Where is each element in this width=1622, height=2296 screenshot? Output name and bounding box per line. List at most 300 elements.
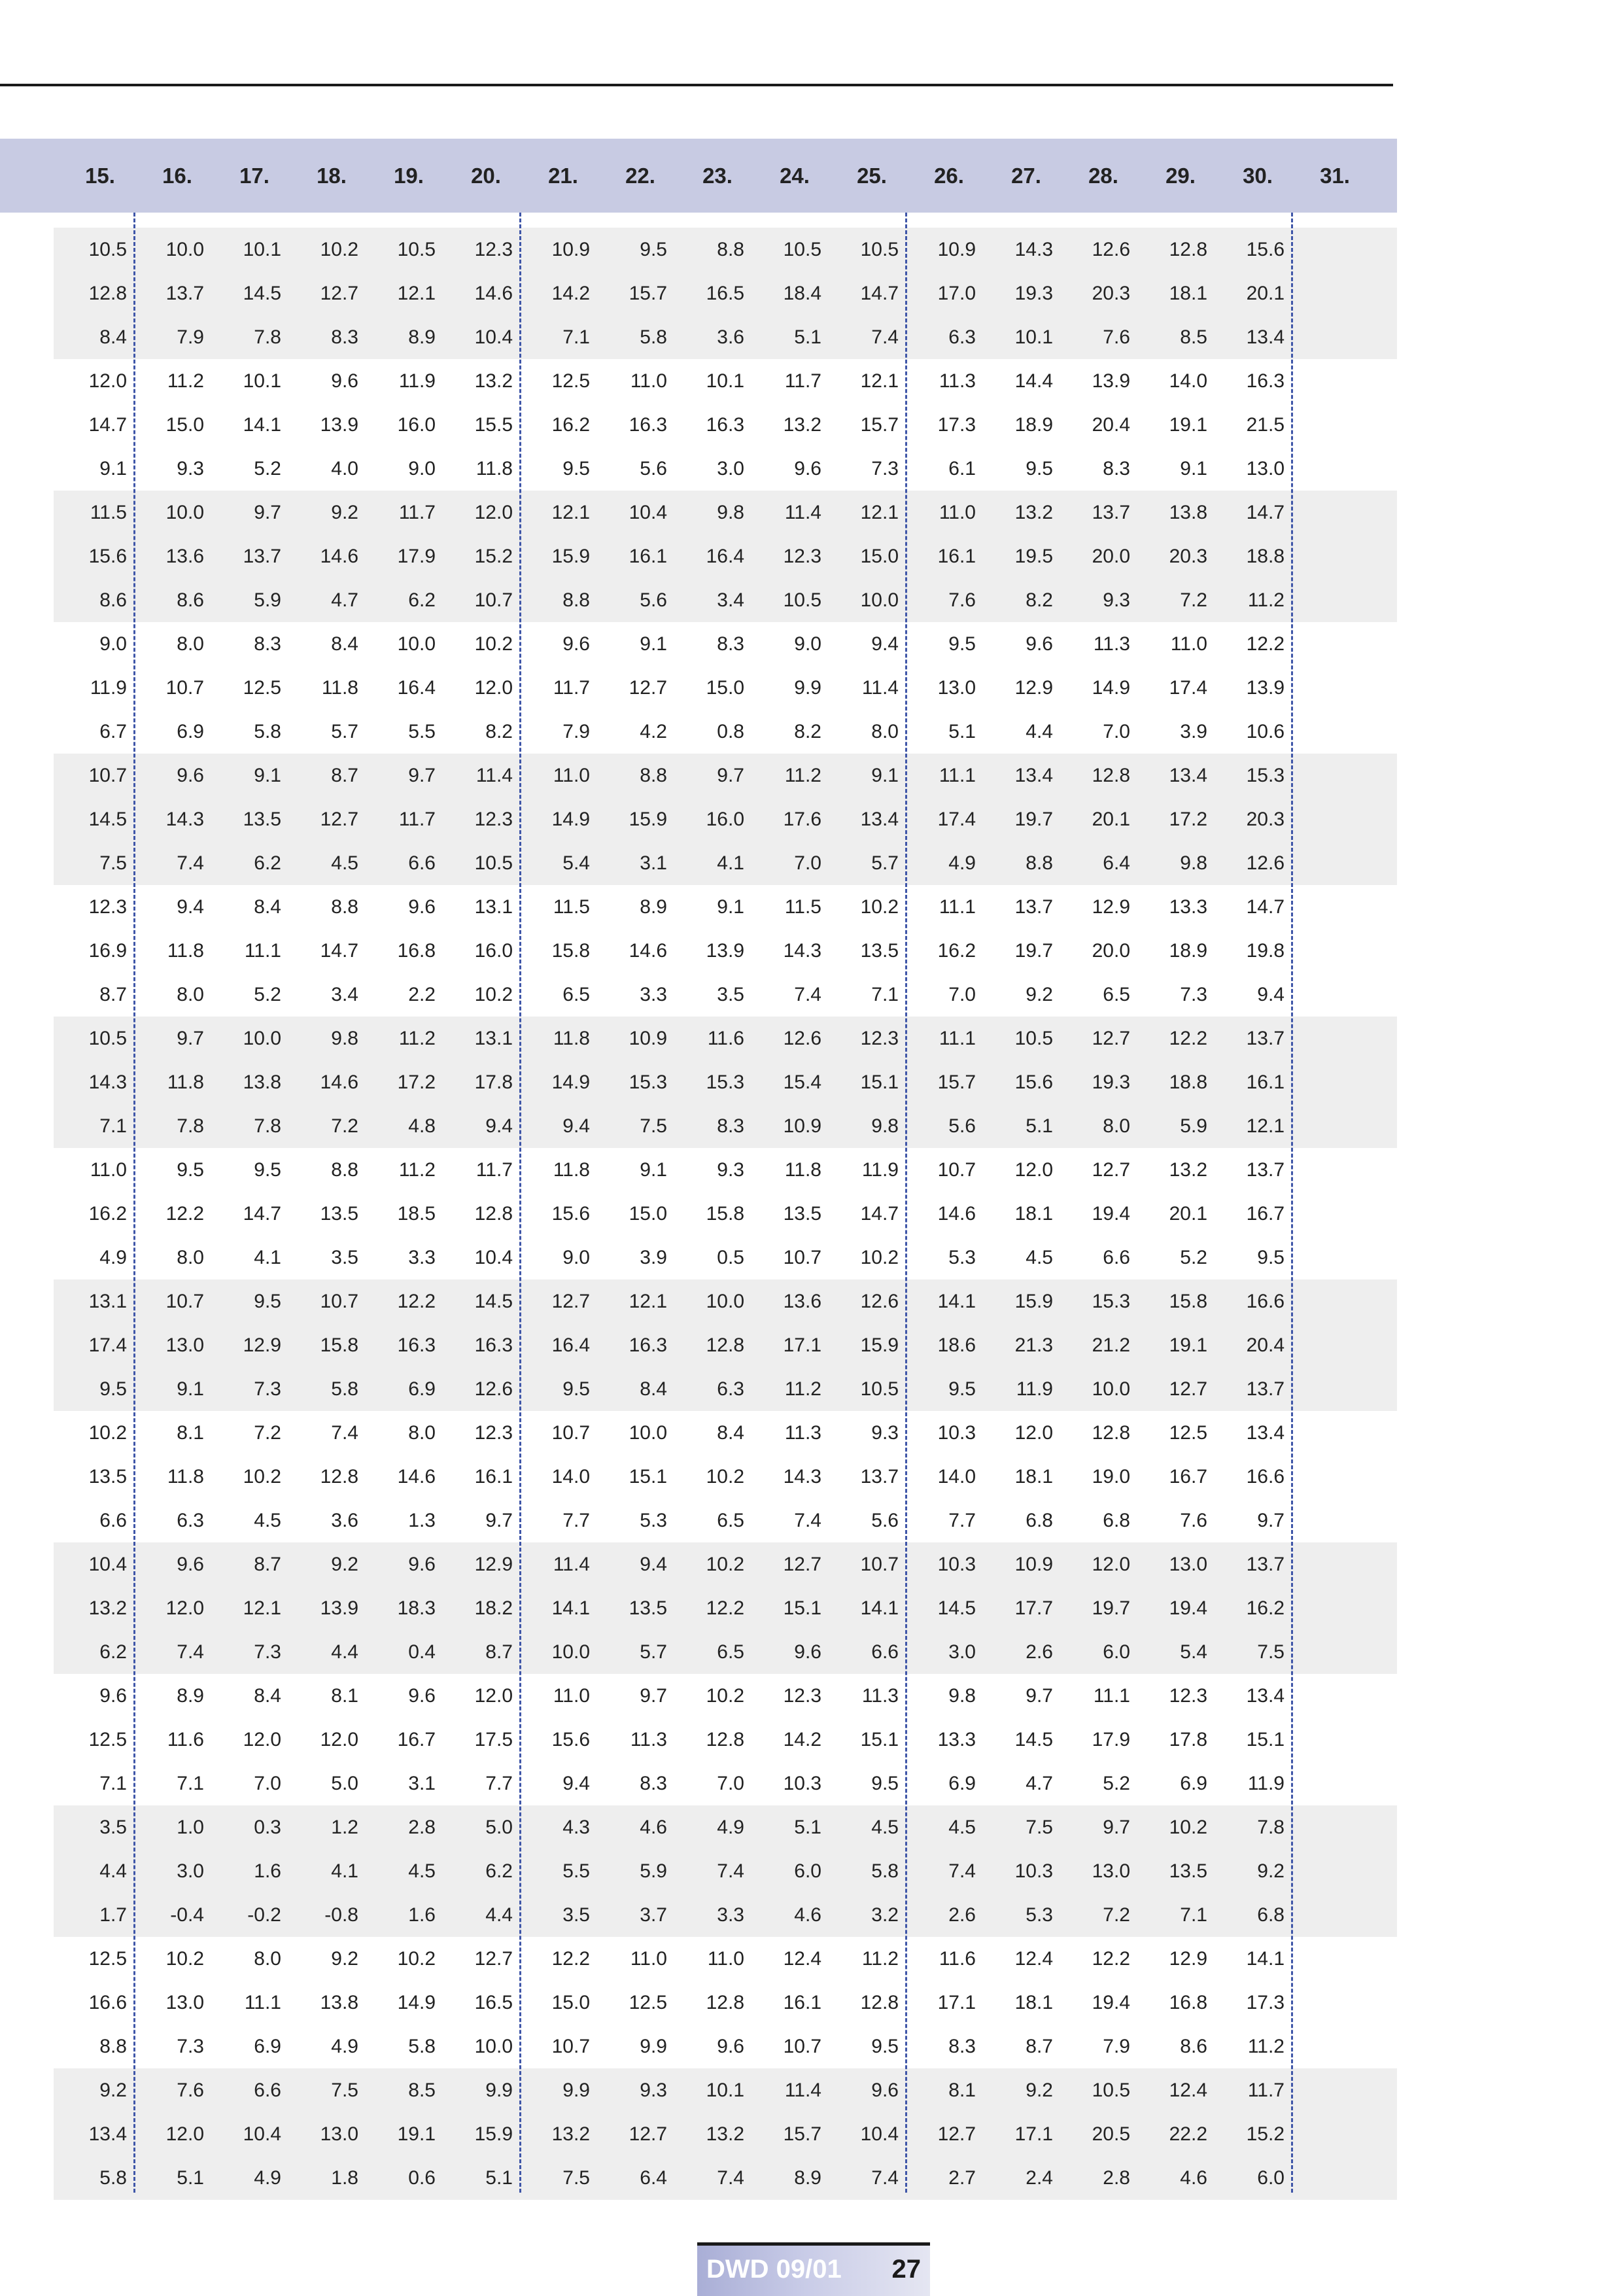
table-cell: 9.5 (871, 2036, 899, 2057)
table-cell: 11.4 (475, 765, 513, 786)
table-cell: 12.7 (629, 677, 667, 699)
table-cell (1285, 1586, 1362, 1630)
table-row (54, 1192, 1397, 1236)
table-cell (1285, 841, 1362, 885)
table-cell: 16.1 (783, 1992, 821, 2013)
table-cell (1285, 1017, 1362, 1060)
table-cell: 17.4 (88, 1334, 127, 1356)
table-cell: 12.7 (937, 2123, 976, 2145)
table-cell: 10.4 (88, 1554, 127, 1575)
table-cell: 3.5 (717, 984, 744, 1005)
table-cell: 13.9 (706, 940, 744, 962)
table-cell: 5.8 (331, 1378, 358, 1400)
table-cell: 4.4 (99, 1860, 127, 1882)
table-cell: 8.7 (1026, 2036, 1053, 2057)
table-cell: 8.7 (485, 1641, 513, 1663)
table-cell: 13.7 (243, 546, 281, 567)
row-group (54, 1411, 1397, 1542)
table-cell: 10.0 (860, 589, 899, 611)
table-cell: 14.5 (243, 283, 281, 304)
table-cell: 14.3 (783, 940, 821, 962)
table-cell: 9.5 (562, 458, 590, 479)
table-cell: 12.4 (1169, 2079, 1207, 2101)
table-cell: 20.0 (1092, 546, 1130, 567)
table-cell: 5.7 (331, 721, 358, 742)
table-cell: 6.9 (1180, 1773, 1207, 1794)
table-cell: 11.4 (784, 502, 821, 523)
table-cell: 9.7 (640, 1685, 667, 1707)
table-cell: 6.3 (177, 1510, 204, 1531)
table-cell: 19.1 (397, 2123, 436, 2145)
table-cell: 3.3 (408, 1247, 436, 1268)
table-cell (1285, 315, 1362, 359)
table-cell: 4.5 (331, 852, 358, 874)
table-cell: 6.6 (408, 852, 436, 874)
table-cell: 8.7 (254, 1554, 281, 1575)
table-cell: 6.8 (1026, 1510, 1053, 1531)
table-cell: 14.1 (243, 414, 281, 436)
row-group (54, 228, 1397, 359)
table-cell (1285, 1762, 1362, 1805)
table-cell: 13.7 (1014, 896, 1053, 918)
table-cell: 10.7 (783, 2036, 821, 2057)
table-cell: 4.9 (948, 852, 976, 874)
table-cell: 14.0 (937, 1466, 976, 1487)
table-row (54, 271, 1397, 315)
table-cell: 16.3 (629, 414, 667, 436)
table-cell: 8.3 (640, 1773, 667, 1794)
table-row (54, 1630, 1397, 1674)
table-cell: 11.8 (167, 940, 204, 962)
table-row (54, 1323, 1397, 1367)
table-cell: 10.5 (783, 589, 821, 611)
table-cell: 5.4 (562, 852, 590, 874)
table-cell: 14.6 (474, 283, 513, 304)
table-cell: 5.8 (99, 2167, 127, 2189)
table-cell: 7.0 (254, 1773, 281, 1794)
table-cell: 5.2 (254, 458, 281, 479)
table-cell: 13.1 (88, 1291, 127, 1312)
table-cell: 6.2 (408, 589, 436, 611)
table-cell: 10.0 (551, 1641, 590, 1663)
table-cell (1285, 1367, 1362, 1411)
table-row (54, 1893, 1397, 1937)
table-cell: 12.0 (1014, 1422, 1053, 1444)
table-cell: 9.1 (254, 765, 281, 786)
table-cell: 8.6 (99, 589, 127, 611)
table-cell: 9.1 (1180, 458, 1207, 479)
table-cell: 7.3 (1180, 984, 1207, 1005)
table-cell: 17.9 (1092, 1729, 1130, 1750)
table-cell: 10.0 (165, 502, 204, 523)
table-cell: 7.0 (717, 1773, 744, 1794)
table-cell: 13.7 (1246, 1159, 1285, 1181)
table-cell (1285, 1411, 1362, 1455)
table-cell: 7.4 (794, 1510, 821, 1531)
table-cell: 7.5 (331, 2079, 358, 2101)
table-cell: 16.6 (1246, 1291, 1285, 1312)
table-cell: 6.9 (408, 1378, 436, 1400)
table-cell: 7.5 (1026, 1817, 1053, 1838)
table-cell: 5.1 (794, 326, 821, 348)
table-cell: 14.0 (551, 1466, 590, 1487)
table-cell: 9.6 (177, 765, 204, 786)
table-cell: 5.6 (948, 1115, 976, 1137)
table-cell: 10.0 (706, 1291, 744, 1312)
table-cell: 13.4 (1246, 326, 1285, 348)
table-cell: 10.1 (706, 2079, 744, 2101)
table-cell: 12.0 (1014, 1159, 1053, 1181)
table-cell: 19.5 (1014, 546, 1053, 567)
table-row (54, 359, 1397, 403)
table-cell: 18.5 (397, 1203, 436, 1225)
column-divider (905, 213, 907, 2193)
table-cell: 14.1 (937, 1291, 976, 1312)
table-cell: 2.2 (408, 984, 436, 1005)
table-cell: 16.7 (1169, 1466, 1207, 1487)
table-cell: 16.0 (706, 809, 744, 830)
table-cell (1285, 1236, 1362, 1279)
table-cell: 13.4 (1246, 1685, 1285, 1707)
table-cell: 10.2 (860, 896, 899, 918)
table-cell (1285, 534, 1362, 578)
table-cell: 12.6 (1092, 239, 1130, 260)
table-cell: 9.4 (562, 1773, 590, 1794)
table-cell: 14.7 (1246, 502, 1285, 523)
table-cell: 15.7 (629, 283, 667, 304)
table-cell (1285, 447, 1362, 491)
table-cell: 19.4 (1092, 1203, 1130, 1225)
table-cell: 6.2 (254, 852, 281, 874)
table-row (54, 710, 1397, 754)
table-cell (1285, 1060, 1362, 1104)
table-cell (1285, 710, 1362, 754)
table-cell: 12.8 (474, 1203, 513, 1225)
table-cell: 9.4 (177, 896, 204, 918)
table-cell: 12.3 (88, 896, 127, 918)
table-row (54, 1718, 1397, 1762)
column-header-day: 17. (239, 164, 269, 188)
table-cell: 10.9 (629, 1028, 667, 1049)
column-header-day: 18. (317, 164, 347, 188)
table-cell: 5.1 (485, 2167, 513, 2189)
table-cell: 6.9 (177, 721, 204, 742)
table-cell: 13.8 (243, 1071, 281, 1093)
table-cell: 8.9 (640, 896, 667, 918)
table-cell: 12.3 (474, 1422, 513, 1444)
table-cell: 5.1 (948, 721, 976, 742)
table-cell: 5.1 (794, 1817, 821, 1838)
table-cell: 8.2 (1026, 589, 1053, 611)
table-cell: 9.1 (177, 1378, 204, 1400)
table-cell: 6.9 (948, 1773, 976, 1794)
row-group (54, 2068, 1397, 2200)
table-cell: 7.4 (871, 326, 899, 348)
table-cell: 11.1 (244, 940, 281, 962)
table-cell: 12.7 (629, 2123, 667, 2145)
table-cell: 13.5 (243, 809, 281, 830)
table-cell: 9.7 (485, 1510, 513, 1531)
table-cell: 15.9 (551, 546, 590, 567)
table-row (54, 885, 1397, 929)
table-cell: 12.8 (706, 1334, 744, 1356)
table-cell: 16.2 (88, 1203, 127, 1225)
table-cell: 17.3 (1246, 1992, 1285, 2013)
table-cell (1285, 1192, 1362, 1236)
table-cell: 16.0 (474, 940, 513, 962)
table-cell: 10.3 (937, 1554, 976, 1575)
table-cell: 13.9 (320, 1597, 358, 1619)
table-cell: 10.7 (860, 1554, 899, 1575)
table-cell: 11.8 (167, 1466, 204, 1487)
table-cell: 19.1 (1169, 1334, 1207, 1356)
table-cell: 15.1 (860, 1071, 899, 1093)
table-cell: 8.0 (408, 1422, 436, 1444)
table-cell: -0.2 (247, 1904, 281, 1926)
table-cell: 11.1 (1093, 1685, 1130, 1707)
table-cell: 12.5 (629, 1992, 667, 2013)
table-cell: 10.0 (243, 1028, 281, 1049)
table-cell: 5.7 (640, 1641, 667, 1663)
table-row (54, 2156, 1397, 2200)
table-cell: 9.3 (177, 458, 204, 479)
table-cell: 13.0 (165, 1992, 204, 2013)
table-cell: 3.5 (562, 1904, 590, 1926)
table-row (54, 2025, 1397, 2068)
table-cell: 19.4 (1092, 1992, 1130, 2013)
table-cell: 6.1 (948, 458, 976, 479)
table-cell: 10.5 (397, 239, 436, 260)
table-cell: 6.6 (254, 2079, 281, 2101)
table-cell: 10.7 (320, 1291, 358, 1312)
table-row (54, 754, 1397, 797)
table-cell: 8.2 (485, 721, 513, 742)
table-cell: 11.9 (861, 1159, 899, 1181)
table-row (54, 447, 1397, 491)
table-cell: 6.6 (871, 1641, 899, 1663)
table-cell: 8.8 (99, 2036, 127, 2057)
table-cell: 14.0 (1169, 370, 1207, 392)
table-cell (1285, 885, 1362, 929)
table-cell: 6.9 (254, 2036, 281, 2057)
table-cell: 11.1 (244, 1992, 281, 2013)
table-cell: 15.7 (783, 2123, 821, 2145)
table-cell: 9.8 (948, 1685, 976, 1707)
table-cell: 12.6 (783, 1028, 821, 1049)
row-group (54, 754, 1397, 885)
table-row (54, 1805, 1397, 1849)
table-cell: 7.3 (177, 2036, 204, 2057)
table-cell: 12.7 (320, 283, 358, 304)
table-cell: 11.4 (861, 677, 899, 699)
table-cell: 12.9 (243, 1334, 281, 1356)
table-cell: 8.8 (1026, 852, 1053, 874)
table-cell: -0.4 (170, 1904, 204, 1926)
table-cell: 3.3 (717, 1904, 744, 1926)
table-cell: 5.1 (1026, 1115, 1053, 1137)
table-cell: 9.7 (717, 765, 744, 786)
table-cell: 11.8 (553, 1028, 590, 1049)
table-cell (1285, 2112, 1362, 2156)
table-cell: 8.8 (717, 239, 744, 260)
table-cell: 9.7 (254, 502, 281, 523)
table-cell: 14.6 (320, 1071, 358, 1093)
table-cell: 13.1 (474, 1028, 513, 1049)
table-cell: 9.6 (871, 2079, 899, 2101)
table-cell: 7.0 (794, 852, 821, 874)
table-cell: 7.6 (1103, 326, 1130, 348)
table-cell: 17.1 (1014, 2123, 1053, 2145)
table-cell: 10.4 (629, 502, 667, 523)
table-cell: 3.4 (331, 984, 358, 1005)
table-cell: 9.4 (640, 1554, 667, 1575)
table-cell: 13.5 (860, 940, 899, 962)
table-cell: 13.9 (320, 414, 358, 436)
table-cell: 12.7 (551, 1291, 590, 1312)
table-cell: 4.6 (640, 1817, 667, 1838)
table-cell: 11.0 (1170, 633, 1207, 655)
table-cell: 7.6 (1180, 1510, 1207, 1531)
table-cell: 12.8 (1092, 765, 1130, 786)
table-cell: 12.5 (88, 1729, 127, 1750)
table-cell: 10.5 (860, 239, 899, 260)
table-cell: 8.3 (331, 326, 358, 348)
table-cell: 12.1 (860, 370, 899, 392)
table-cell: 16.3 (706, 414, 744, 436)
table-cell: 12.0 (474, 1685, 513, 1707)
table-cell: 17.6 (783, 809, 821, 830)
table-cell: 20.1 (1092, 809, 1130, 830)
row-group (54, 885, 1397, 1017)
table-cell: 12.7 (1092, 1159, 1130, 1181)
table-cell: 16.4 (551, 1334, 590, 1356)
table-cell: 9.7 (1103, 1817, 1130, 1838)
table-cell: 16.5 (706, 283, 744, 304)
table-cell: 19.8 (1246, 940, 1285, 962)
top-rule (0, 84, 1393, 86)
table-cell: 13.0 (937, 677, 976, 699)
table-row (54, 578, 1397, 622)
table-cell: 5.5 (562, 1860, 590, 1882)
table-cell: 16.7 (1246, 1203, 1285, 1225)
table-cell: 10.0 (629, 1422, 667, 1444)
table-cell: 17.2 (397, 1071, 436, 1093)
table-cell: 13.4 (88, 2123, 127, 2145)
column-header-day: 25. (857, 164, 887, 188)
table-cell: 11.6 (939, 1948, 976, 1970)
table-cell: 13.2 (1169, 1159, 1207, 1181)
table-cell: 14.5 (88, 809, 127, 830)
table-cell: 15.6 (551, 1203, 590, 1225)
table-cell: 4.5 (408, 1860, 436, 1882)
table-cell: 5.8 (640, 326, 667, 348)
table-cell: 5.4 (1180, 1641, 1207, 1663)
table-cell: 17.3 (937, 414, 976, 436)
table-cell: 14.5 (474, 1291, 513, 1312)
table-cell: 9.2 (1026, 984, 1053, 1005)
table-cell: 17.8 (1169, 1729, 1207, 1750)
table-cell: 12.9 (1169, 1948, 1207, 1970)
table-cell: 14.6 (937, 1203, 976, 1225)
table-cell: 10.7 (88, 765, 127, 786)
table-cell: 5.6 (871, 1510, 899, 1531)
table-cell: 20.5 (1092, 2123, 1130, 2145)
table-cell: 12.0 (88, 370, 127, 392)
table-cell: 6.3 (948, 326, 976, 348)
table-cell: 9.7 (177, 1028, 204, 1049)
table-cell: 15.8 (551, 940, 590, 962)
table-cell (1285, 2156, 1362, 2200)
table-cell: 8.8 (640, 765, 667, 786)
table-cell: 10.7 (165, 677, 204, 699)
table-cell: 13.7 (165, 283, 204, 304)
table-cell: 11.8 (167, 1071, 204, 1093)
table-cell: 14.1 (551, 1597, 590, 1619)
table-cell: 2.8 (408, 1817, 436, 1838)
table-cell: 9.2 (331, 1554, 358, 1575)
table-cell: 9.6 (794, 1641, 821, 1663)
table-cell: 13.7 (1246, 1378, 1285, 1400)
table-cell: 12.1 (551, 502, 590, 523)
table-cell: 10.4 (474, 1247, 513, 1268)
table-cell: 9.2 (1026, 2079, 1053, 2101)
table-cell: 16.8 (1169, 1992, 1207, 2013)
table-cell (1285, 1805, 1362, 1849)
table-cell: 7.9 (562, 721, 590, 742)
table-cell: 13.0 (1092, 1860, 1130, 1882)
table-cell: 15.0 (551, 1992, 590, 2013)
table-cell: 9.1 (640, 633, 667, 655)
table-cell: 17.9 (397, 546, 436, 567)
table-row (54, 403, 1397, 447)
table-cell: 8.3 (1103, 458, 1130, 479)
table-cell: 5.9 (1180, 1115, 1207, 1137)
table-cell: 4.9 (717, 1817, 744, 1838)
table-cell: 4.5 (871, 1817, 899, 1838)
table-cell: 16.5 (474, 1992, 513, 2013)
table-row (54, 973, 1397, 1017)
table-cell: 2.4 (1026, 2167, 1053, 2189)
table-cell: 15.4 (783, 1071, 821, 1093)
table-row (54, 1542, 1397, 1586)
table-cell: 9.6 (408, 1554, 436, 1575)
row-group (54, 1674, 1397, 1805)
table-cell: 14.9 (1092, 677, 1130, 699)
table-cell: 13.8 (320, 1992, 358, 2013)
table-cell: 13.5 (783, 1203, 821, 1225)
table-cell: 12.8 (706, 1992, 744, 2013)
table-cell: 18.8 (1169, 1071, 1207, 1093)
table-cell: 7.6 (948, 589, 976, 611)
table-cell: 1.6 (408, 1904, 436, 1926)
table-cell: 11.3 (630, 1729, 667, 1750)
table-cell: 14.3 (783, 1466, 821, 1487)
table-cell: 5.0 (331, 1773, 358, 1794)
table-cell: 15.3 (1092, 1291, 1130, 1312)
table-cell: 12.9 (474, 1554, 513, 1575)
table-cell: 9.6 (408, 1685, 436, 1707)
table-cell: 10.7 (165, 1291, 204, 1312)
table-cell: 19.1 (1169, 414, 1207, 436)
table-cell: 15.8 (706, 1203, 744, 1225)
table-cell: 15.0 (165, 414, 204, 436)
table-cell: 7.1 (562, 326, 590, 348)
table-cell: 9.5 (177, 1159, 204, 1181)
table-cell: 14.3 (88, 1071, 127, 1093)
table-cell (1285, 1104, 1362, 1148)
table-cell: 9.6 (99, 1685, 127, 1707)
table-cell: 12.1 (629, 1291, 667, 1312)
